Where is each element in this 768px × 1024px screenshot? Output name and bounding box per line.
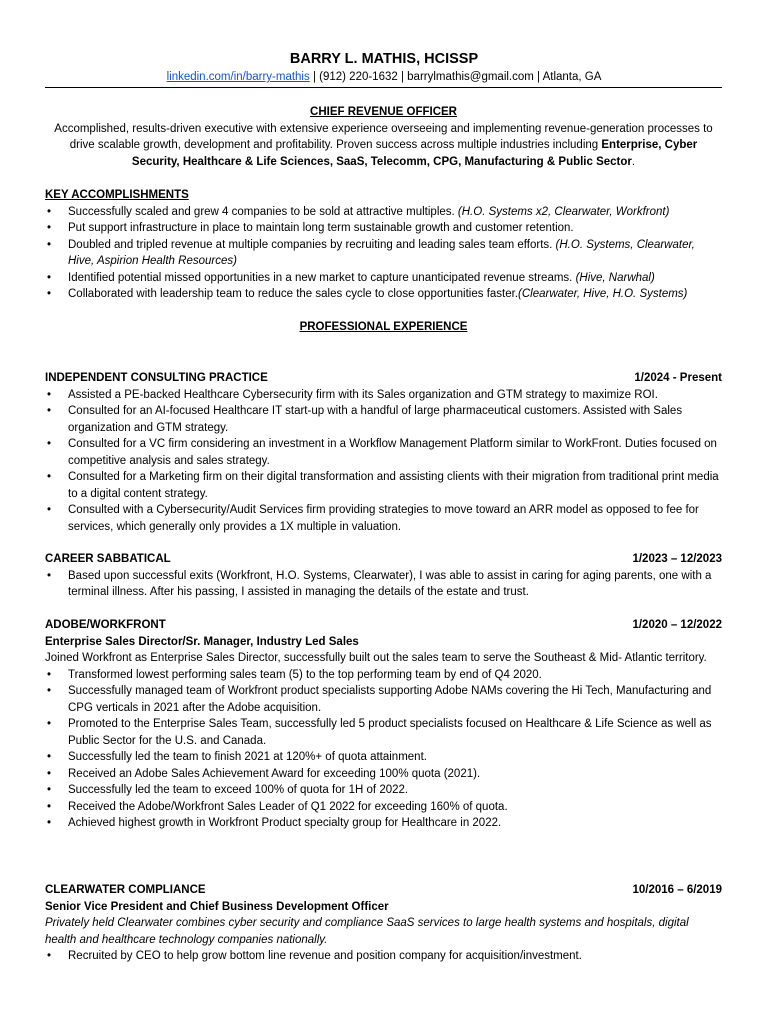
list-item bbox=[45, 220, 722, 237]
job-adobe bbox=[45, 617, 722, 832]
summary-section bbox=[45, 104, 722, 170]
list-item: • Consulted for an AI-focused Healthcare IT start-up with a handful of large pharmaceutical customers. Assisted with Sales organization and GTM strategy. bbox=[45, 403, 722, 436]
experience-heading: PROFESSIONAL EXPERIENCE bbox=[299, 321, 468, 333]
accomplishment-text: Doubled and tripled revenue at multiple companies by recruiting and leading sales team efforts. bbox=[68, 238, 556, 251]
company-name: CLEARWATER COMPLIANCE bbox=[45, 884, 206, 896]
job-header bbox=[45, 370, 722, 387]
job-consulting bbox=[45, 370, 722, 535]
summary-text bbox=[45, 121, 722, 171]
header-divider bbox=[45, 87, 722, 88]
contact-line bbox=[0, 69, 768, 85]
accomplishment-text: Collaborated with leadership team to reduce the sales cycle to close opportunities faster. bbox=[68, 288, 519, 300]
list-item bbox=[45, 237, 722, 270]
list-item: • Received an Adobe Sales Achievement Award for exceeding 100% quota (2021). bbox=[45, 766, 722, 783]
accomplishments-section bbox=[45, 187, 722, 303]
company-name: ADOBE/WORKFRONT bbox=[45, 619, 166, 631]
contact-details: | (912) 220-1632 | barrylmathis@gmail.com | Atlanta, GA bbox=[309, 71, 602, 83]
job-title: Enterprise Sales Director/Sr. Manager, Industry Led Sales bbox=[45, 635, 359, 648]
accomplishment-text: Successfully scaled and grew 4 companies to be sold at attractive multiples. bbox=[68, 205, 458, 218]
summary-body: Accomplished, results-driven executive with extensive experience overseeing and implementing revenue-generation processes to drive scalable growth, development and profitability. Proven success across multiple industries including bbox=[54, 122, 713, 151]
list-item: • Recruited by CEO to help grow bottom line revenue and position company for acquisition/investment. bbox=[45, 948, 722, 965]
job-dates: 1/2020 – 12/2022 bbox=[632, 619, 722, 631]
list-item bbox=[45, 204, 722, 221]
list-item bbox=[45, 270, 722, 287]
job-header bbox=[45, 882, 722, 899]
accomplishment-note: (H.O. Systems, Clearwater, Hive, Aspirion Health Resources) bbox=[68, 238, 695, 267]
list-item: • Transformed lowest performing sales team (5) to the top performing team by end of Q4 2020. bbox=[45, 667, 722, 684]
company-name: CAREER SABBATICAL bbox=[45, 553, 171, 565]
list-item: • Successfully led the team to exceed 100% of quota for 1H of 2022. bbox=[45, 782, 722, 799]
company-name: INDEPENDENT CONSULTING PRACTICE bbox=[45, 372, 268, 384]
job-clearwater bbox=[45, 882, 722, 965]
summary-end: . bbox=[631, 155, 636, 168]
list-item: • Consulted for a VC firm considering an investment in a Workflow Management Platform similar to WorkFront. Duties focused on competitive analysis and sales strategy. bbox=[45, 436, 722, 469]
accomplishment-note: (H.O. Systems x2, Clearwater, Workfront) bbox=[457, 205, 670, 218]
job-dates: 1/2024 - Present bbox=[634, 372, 722, 384]
list-item: • Consulted with a Cybersecurity/Audit Services firm providing strategies to move toward an ARR model as opposed to fee for services, which generally only provides a 1X multiple in valuation. bbox=[45, 502, 722, 535]
candidate-name: BARRY L. MATHIS, HCISSP bbox=[289, 51, 479, 67]
job-bullets bbox=[45, 667, 722, 832]
job-bullets bbox=[45, 948, 722, 965]
job-bullets bbox=[45, 568, 722, 601]
accomplishment-note: (Clearwater, Hive, H.O. Systems) bbox=[518, 288, 688, 300]
accomplishments-list bbox=[45, 204, 722, 303]
accomplishments-heading: KEY ACCOMPLISHMENTS bbox=[45, 189, 189, 201]
job-dates: 1/2023 – 12/2023 bbox=[632, 553, 722, 565]
list-item: • Assisted a PE-backed Healthcare Cybersecurity firm with its Sales organization and GTM strategy to maximize ROI. bbox=[45, 387, 722, 404]
summary-industries: Enterprise, Cyber Security, Healthcare & Life Sciences, SaaS, Telecomm, CPG, Manufacturing & Public Sector bbox=[131, 139, 698, 168]
list-item: • Successfully led the team to finish 2021 at 120%+ of quota attainment. bbox=[45, 749, 722, 766]
job-title: Senior Vice President and Chief Business Development Officer bbox=[45, 900, 389, 913]
list-item: • Based upon successful exits (Workfront, H.O. Systems, Clearwater), I was able to assist in caring for aging parents, one with a terminal illness. After his passing, I assisted in managing the details of the estate and trust. bbox=[45, 568, 722, 601]
list-item: • Received the Adobe/Workfront Sales Leader of Q1 2022 for exceeding 160% of quota. bbox=[45, 799, 722, 816]
accomplishment-text: Identified potential missed opportunities in a new market to capture unanticipated revenue streams. bbox=[68, 271, 576, 284]
list-item: • Consulted for a Marketing firm on their digital transformation and assisting clients with their migration from traditional print media to a digital content strategy. bbox=[45, 469, 722, 502]
job-bullets bbox=[45, 387, 722, 536]
job-sabbatical bbox=[45, 551, 722, 601]
accomplishment-note: (Hive, Narwhal) bbox=[575, 271, 655, 284]
experience-heading-wrap bbox=[45, 319, 722, 336]
accomplishment-text: Put support infrastructure in place to maintain long term sustainable growth and customer retention. bbox=[68, 222, 574, 234]
list-item: • Achieved highest growth in Workfront Product specialty group for Healthcare in 2022. bbox=[45, 815, 722, 832]
list-item bbox=[45, 286, 722, 303]
job-intro: Privately held Clearwater combines cyber security and compliance SaaS services to large health systems and hospitals, digital health and healthcare technology companies nationally. bbox=[45, 917, 689, 946]
job-header bbox=[45, 551, 722, 568]
job-dates: 10/2016 – 6/2019 bbox=[632, 884, 722, 896]
job-header bbox=[45, 617, 722, 634]
linkedin-link[interactable]: linkedin.com/in/barry-mathis bbox=[166, 71, 310, 83]
list-item: • Successfully managed team of Workfront product specialists supporting Adobe NAMs covering the Hi Tech, Manufacturing and CPG verticals in 2021 after the Adobe acquisition. bbox=[45, 683, 722, 716]
list-item: • Promoted to the Enterprise Sales Team, successfully led 5 product specialists focused on Healthcare & Life Science as well as Public Sector for the U.S. and Canada. bbox=[45, 716, 722, 749]
role-heading: CHIEF REVENUE OFFICER bbox=[310, 106, 457, 118]
job-intro: Joined Workfront as Enterprise Sales Director, successfully built out the sales team to serve the Southeast & Mid- Atlantic territory. bbox=[45, 652, 707, 664]
